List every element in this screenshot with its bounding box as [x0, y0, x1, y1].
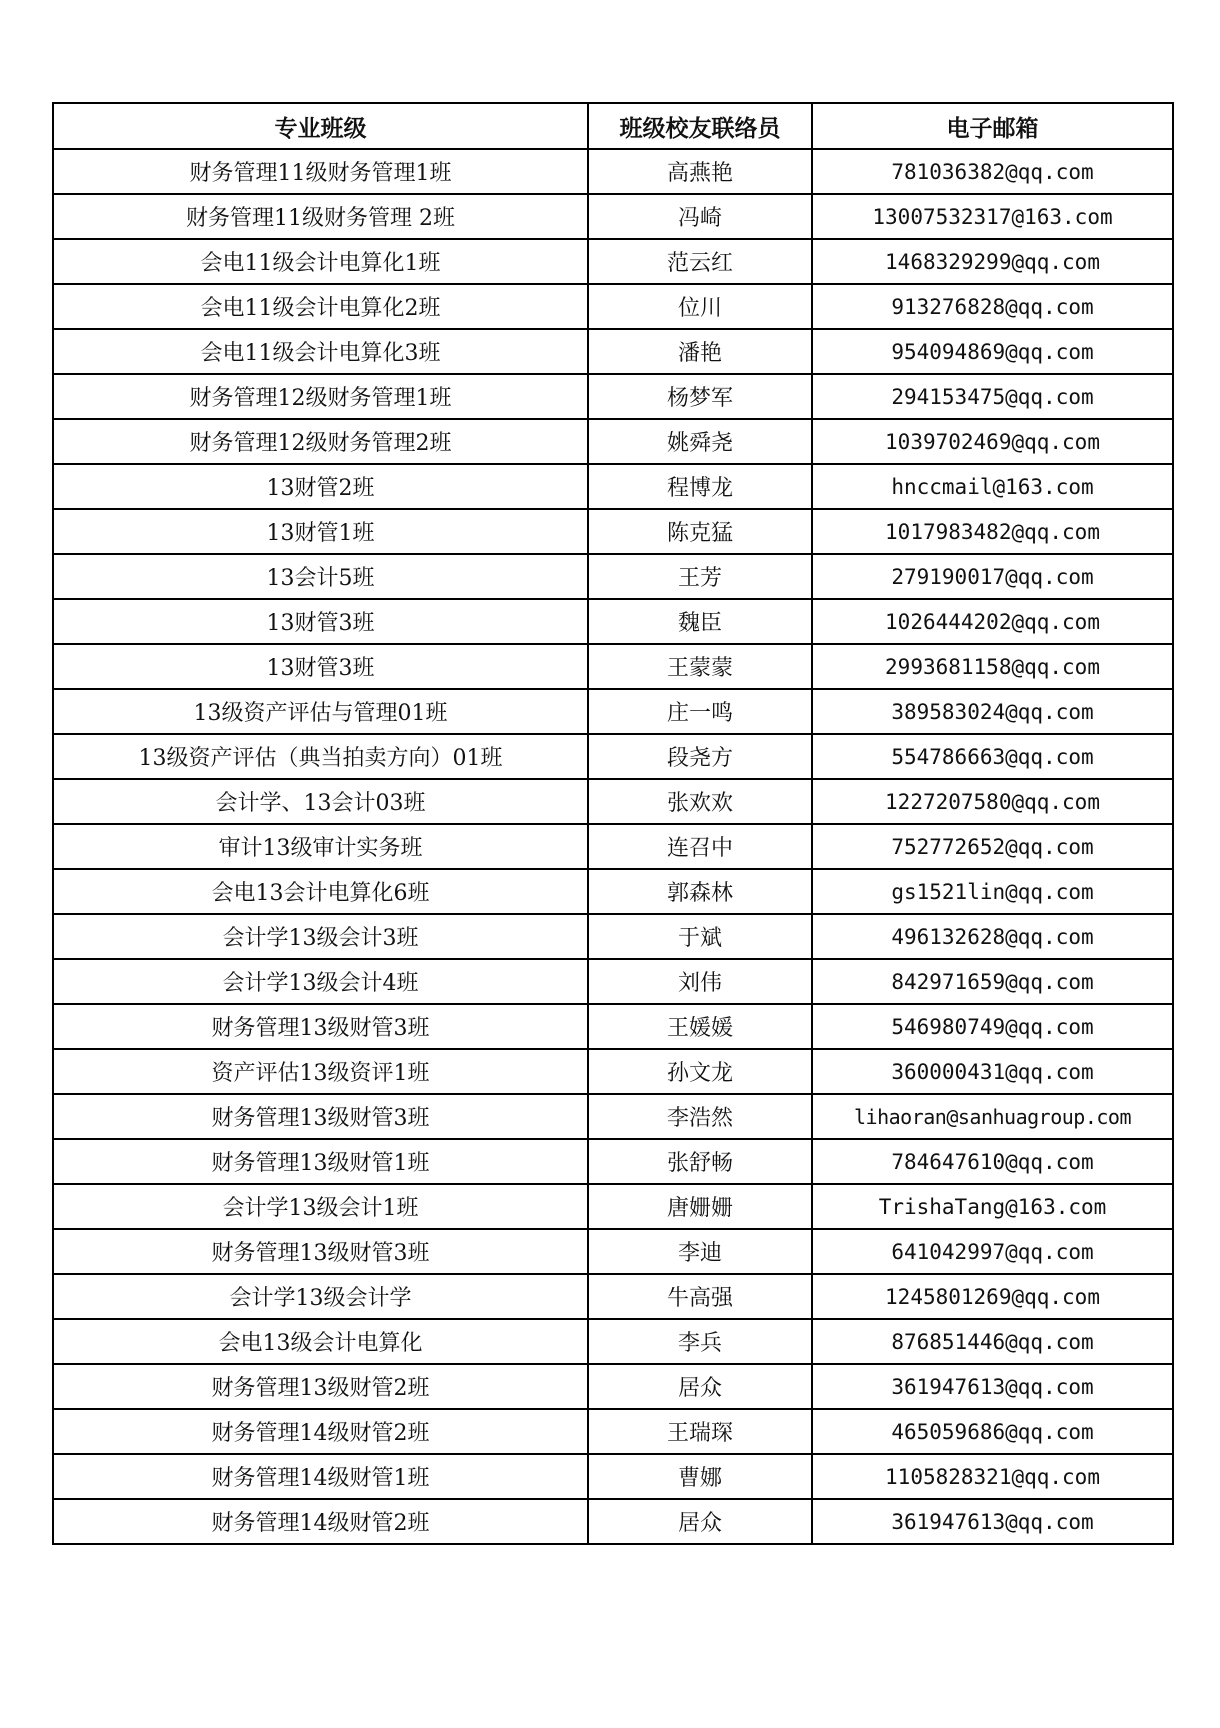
header-class: 专业班级: [53, 103, 588, 149]
class-cell: 财务管理13级财管1班: [53, 1139, 588, 1184]
class-cell: 13财管3班: [53, 599, 588, 644]
liaison-cell: 牛高强: [588, 1274, 812, 1319]
table-row: [53, 1364, 1173, 1409]
liaison-cell: 唐姗姗: [588, 1184, 812, 1229]
table-row: [53, 779, 1173, 824]
class-cell: 13财管2班: [53, 464, 588, 509]
table-row: [53, 599, 1173, 644]
liaison-cell: 庄一鸣: [588, 689, 812, 734]
class-cell: 财务管理14级财管2班: [53, 1499, 588, 1544]
table-row: [53, 554, 1173, 599]
alumni-contact-table: [52, 102, 1174, 1545]
table-row: [53, 1139, 1173, 1184]
email-cell: TrishaTang@163.com: [812, 1184, 1173, 1229]
liaison-cell: 李迪: [588, 1229, 812, 1274]
table-row: [53, 869, 1173, 914]
table-row: [53, 959, 1173, 1004]
liaison-cell: 张舒畅: [588, 1139, 812, 1184]
liaison-cell: 李浩然: [588, 1094, 812, 1139]
email-cell: lihaoran@sanhuagroup.com: [812, 1094, 1173, 1139]
class-cell: 13级资产评估（典当拍卖方向）01班: [53, 734, 588, 779]
liaison-cell: 郭森林: [588, 869, 812, 914]
liaison-cell: 冯崎: [588, 194, 812, 239]
liaison-cell: 王媛媛: [588, 1004, 812, 1049]
table-row: [53, 1274, 1173, 1319]
email-cell: hnccmail@163.com: [812, 464, 1173, 509]
liaison-cell: 位川: [588, 284, 812, 329]
liaison-cell: 张欢欢: [588, 779, 812, 824]
table-row: [53, 689, 1173, 734]
table-row: [53, 914, 1173, 959]
table-row: [53, 1499, 1173, 1544]
email-cell: 1105828321@qq.com: [812, 1454, 1173, 1499]
email-cell: 361947613@qq.com: [812, 1364, 1173, 1409]
email-cell: 1039702469@qq.com: [812, 419, 1173, 464]
email-cell: 294153475@qq.com: [812, 374, 1173, 419]
email-cell: 954094869@qq.com: [812, 329, 1173, 374]
table-row: [53, 329, 1173, 374]
table-row: [53, 824, 1173, 869]
liaison-cell: 王蒙蒙: [588, 644, 812, 689]
table-row: [53, 509, 1173, 554]
class-cell: 会计学13级会计学: [53, 1274, 588, 1319]
liaison-cell: 高燕艳: [588, 149, 812, 194]
table-row: [53, 644, 1173, 689]
table-row: [53, 419, 1173, 464]
class-cell: 财务管理11级财务管理 2班: [53, 194, 588, 239]
table-row: [53, 1409, 1173, 1454]
class-cell: 会计学13级会计3班: [53, 914, 588, 959]
email-cell: 1227207580@qq.com: [812, 779, 1173, 824]
email-cell: 13007532317@163.com: [812, 194, 1173, 239]
table-body: [53, 149, 1173, 1544]
liaison-cell: 姚舜尧: [588, 419, 812, 464]
class-cell: 13财管1班: [53, 509, 588, 554]
email-cell: 781036382@qq.com: [812, 149, 1173, 194]
email-cell: 2993681158@qq.com: [812, 644, 1173, 689]
liaison-cell: 范云红: [588, 239, 812, 284]
table-row: [53, 464, 1173, 509]
header-liaison: 班级校友联络员: [588, 103, 812, 149]
table-row: [53, 1094, 1173, 1139]
class-cell: 13级资产评估与管理01班: [53, 689, 588, 734]
liaison-cell: 王瑞琛: [588, 1409, 812, 1454]
class-cell: 财务管理12级财务管理1班: [53, 374, 588, 419]
class-cell: 财务管理12级财务管理2班: [53, 419, 588, 464]
class-cell: 财务管理11级财务管理1班: [53, 149, 588, 194]
email-cell: gs1521lin@qq.com: [812, 869, 1173, 914]
liaison-cell: 杨梦军: [588, 374, 812, 419]
table-header-row: [53, 103, 1173, 149]
class-cell: 财务管理13级财管2班: [53, 1364, 588, 1409]
liaison-cell: 曹娜: [588, 1454, 812, 1499]
email-cell: 641042997@qq.com: [812, 1229, 1173, 1274]
class-cell: 财务管理13级财管3班: [53, 1229, 588, 1274]
class-cell: 会电11级会计电算化2班: [53, 284, 588, 329]
email-cell: 842971659@qq.com: [812, 959, 1173, 1004]
table-row: [53, 374, 1173, 419]
liaison-cell: 居众: [588, 1499, 812, 1544]
table-row: [53, 1049, 1173, 1094]
table-row: [53, 149, 1173, 194]
class-cell: 13会计5班: [53, 554, 588, 599]
email-cell: 1245801269@qq.com: [812, 1274, 1173, 1319]
email-cell: 554786663@qq.com: [812, 734, 1173, 779]
class-cell: 会电13会计电算化6班: [53, 869, 588, 914]
liaison-cell: 居众: [588, 1364, 812, 1409]
table-row: [53, 1004, 1173, 1049]
email-cell: 360000431@qq.com: [812, 1049, 1173, 1094]
table-row: [53, 194, 1173, 239]
email-cell: 496132628@qq.com: [812, 914, 1173, 959]
table-row: [53, 1319, 1173, 1364]
email-cell: 1026444202@qq.com: [812, 599, 1173, 644]
email-cell: 913276828@qq.com: [812, 284, 1173, 329]
liaison-cell: 于斌: [588, 914, 812, 959]
table-row: [53, 1184, 1173, 1229]
class-cell: 财务管理13级财管3班: [53, 1004, 588, 1049]
class-cell: 审计13级审计实务班: [53, 824, 588, 869]
liaison-cell: 连召中: [588, 824, 812, 869]
liaison-cell: 李兵: [588, 1319, 812, 1364]
email-cell: 1017983482@qq.com: [812, 509, 1173, 554]
email-cell: 1468329299@qq.com: [812, 239, 1173, 284]
liaison-cell: 孙文龙: [588, 1049, 812, 1094]
table-row: [53, 1454, 1173, 1499]
email-cell: 784647610@qq.com: [812, 1139, 1173, 1184]
email-cell: 752772652@qq.com: [812, 824, 1173, 869]
class-cell: 会电11级会计电算化3班: [53, 329, 588, 374]
table-row: [53, 284, 1173, 329]
class-cell: 13财管3班: [53, 644, 588, 689]
liaison-cell: 潘艳: [588, 329, 812, 374]
email-cell: 546980749@qq.com: [812, 1004, 1173, 1049]
liaison-cell: 段尧方: [588, 734, 812, 779]
email-cell: 876851446@qq.com: [812, 1319, 1173, 1364]
table-row: [53, 239, 1173, 284]
class-cell: 会电13级会计电算化: [53, 1319, 588, 1364]
class-cell: 财务管理13级财管3班: [53, 1094, 588, 1139]
liaison-cell: 陈克猛: [588, 509, 812, 554]
class-cell: 会电11级会计电算化1班: [53, 239, 588, 284]
table-row: [53, 734, 1173, 779]
email-cell: 389583024@qq.com: [812, 689, 1173, 734]
class-cell: 资产评估13级资评1班: [53, 1049, 588, 1094]
liaison-cell: 刘伟: [588, 959, 812, 1004]
class-cell: 会计学13级会计1班: [53, 1184, 588, 1229]
email-cell: 361947613@qq.com: [812, 1499, 1173, 1544]
class-cell: 会计学、13会计03班: [53, 779, 588, 824]
table-row: [53, 1229, 1173, 1274]
class-cell: 财务管理14级财管2班: [53, 1409, 588, 1454]
liaison-cell: 王芳: [588, 554, 812, 599]
email-cell: 465059686@qq.com: [812, 1409, 1173, 1454]
class-cell: 财务管理14级财管1班: [53, 1454, 588, 1499]
liaison-cell: 程博龙: [588, 464, 812, 509]
header-email: 电子邮箱: [812, 103, 1173, 149]
email-cell: 279190017@qq.com: [812, 554, 1173, 599]
liaison-cell: 魏臣: [588, 599, 812, 644]
class-cell: 会计学13级会计4班: [53, 959, 588, 1004]
